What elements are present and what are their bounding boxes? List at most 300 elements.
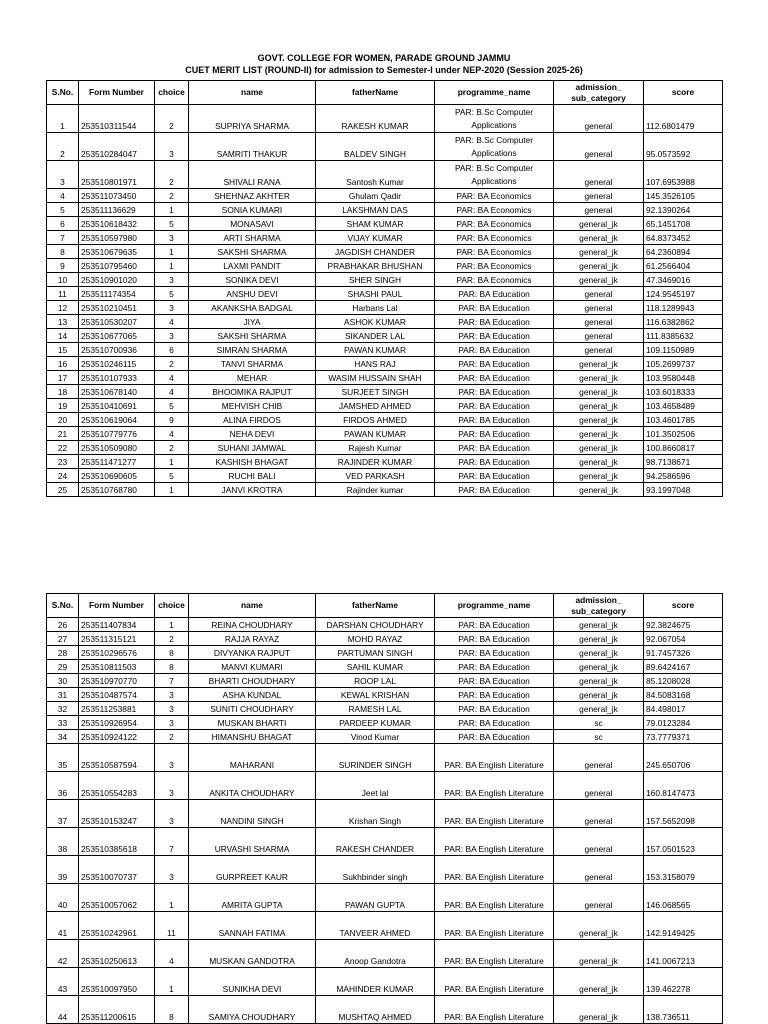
cell-form-number: 253510700936 — [79, 343, 155, 357]
cell-programme-name: PAR: BA English Literature — [435, 856, 554, 884]
cell-programme-name: PAR: BA English Literature — [435, 996, 554, 1024]
cell-father-name: Anoop Gandotra — [316, 940, 435, 968]
cell-sno: 17 — [47, 371, 79, 385]
cell-sub-category: general_jk — [554, 688, 644, 702]
cell-choice: 2 — [155, 189, 189, 203]
cell-score: 79.0123284 — [644, 716, 723, 730]
cell-sub-category: general_jk — [554, 618, 644, 632]
cell-score: 61.2566404 — [644, 259, 723, 273]
cell-form-number: 253511407834 — [79, 618, 155, 632]
cell-father-name: WASIM HUSSAIN SHAH — [316, 371, 435, 385]
cell-sno: 29 — [47, 660, 79, 674]
cell-sub-category: general — [554, 161, 644, 189]
cell-sno: 13 — [47, 315, 79, 329]
cell-sno: 9 — [47, 259, 79, 273]
cell-score: 103.6018333 — [644, 385, 723, 399]
cell-programme-name: PAR: BA Education — [435, 702, 554, 716]
cell-score: 65.1451708 — [644, 217, 723, 231]
cell-name: RAJJA RAYAZ — [189, 632, 316, 646]
cell-programme-name: PAR: BA English Literature — [435, 968, 554, 996]
cell-choice: 3 — [155, 772, 189, 800]
cell-name: KASHISH BHAGAT — [189, 455, 316, 469]
cell-father-name: PRABHAKAR BHUSHAN — [316, 259, 435, 273]
cell-sub-category: general_jk — [554, 273, 644, 287]
cell-score: 141.0067213 — [644, 940, 723, 968]
cell-form-number: 253510070737 — [79, 856, 155, 884]
cell-score: 145.3526105 — [644, 189, 723, 203]
cell-programme-name: PAR: BA English Literature — [435, 744, 554, 772]
cell-form-number: 253510385618 — [79, 828, 155, 856]
header-sno: S.No. — [47, 594, 79, 618]
cell-score: 100.8660817 — [644, 441, 723, 455]
cell-form-number: 253511073450 — [79, 189, 155, 203]
cell-form-number: 253510970770 — [79, 674, 155, 688]
cell-name: MANVI KUMARI — [189, 660, 316, 674]
header-father-name: fatherName — [316, 594, 435, 618]
cell-programme-name: PAR: BA Education — [435, 385, 554, 399]
cell-programme-name: PAR: BA English Literature — [435, 828, 554, 856]
cell-form-number: 253510677065 — [79, 329, 155, 343]
table-row — [47, 259, 723, 273]
cell-name: ANKITA CHOUDHARY — [189, 772, 316, 800]
cell-score: 92.1390264 — [644, 203, 723, 217]
cell-choice: 2 — [155, 357, 189, 371]
cell-name: LAXMI PANDIT — [189, 259, 316, 273]
cell-form-number: 253510242961 — [79, 912, 155, 940]
cell-father-name: SHASHI PAUL — [316, 287, 435, 301]
cell-sno: 6 — [47, 217, 79, 231]
cell-programme-name: PAR: BA Education — [435, 343, 554, 357]
cell-father-name: RAJINDER KUMAR — [316, 455, 435, 469]
cell-form-number: 253510554283 — [79, 772, 155, 800]
cell-programme-name: PAR: BA Education — [435, 660, 554, 674]
cell-form-number: 253510153247 — [79, 800, 155, 828]
table-row — [47, 828, 723, 856]
cell-sno: 1 — [47, 105, 79, 133]
table-row — [47, 469, 723, 483]
table-row — [47, 385, 723, 399]
cell-choice: 7 — [155, 828, 189, 856]
table-row — [47, 455, 723, 469]
cell-name: SAKSHI SHARMA — [189, 329, 316, 343]
cell-programme-name: PAR: BA Economics — [435, 189, 554, 203]
cell-name: GURPREET KAUR — [189, 856, 316, 884]
header-programme-name: programme_name — [435, 594, 554, 618]
cell-form-number: 253510284047 — [79, 133, 155, 161]
table-row — [47, 996, 723, 1024]
cell-name: SUNIKHA DEVI — [189, 968, 316, 996]
cell-programme-name: PAR: BA English Literature — [435, 940, 554, 968]
cell-sub-category: general — [554, 772, 644, 800]
cell-programme-name: PAR: BA Education — [435, 646, 554, 660]
table-row — [47, 702, 723, 716]
cell-sno: 10 — [47, 273, 79, 287]
cell-sno: 41 — [47, 912, 79, 940]
cell-programme-name: PAR: BA Economics — [435, 217, 554, 231]
cell-score: 91.7457326 — [644, 646, 723, 660]
cell-sno: 32 — [47, 702, 79, 716]
cell-sno: 33 — [47, 716, 79, 730]
cell-choice: 3 — [155, 702, 189, 716]
cell-sub-category: general_jk — [554, 912, 644, 940]
cell-sub-category: general — [554, 856, 644, 884]
cell-father-name: PAWAN KUMAR — [316, 427, 435, 441]
cell-sub-category: general_jk — [554, 660, 644, 674]
cell-form-number: 253511471277 — [79, 455, 155, 469]
cell-form-number: 253511315121 — [79, 632, 155, 646]
cell-choice: 1 — [155, 483, 189, 497]
cell-programme-name: PAR: BA Economics — [435, 245, 554, 259]
cell-form-number: 253510779776 — [79, 427, 155, 441]
table-row — [47, 287, 723, 301]
cell-form-number: 253511253881 — [79, 702, 155, 716]
cell-sub-category: general — [554, 287, 644, 301]
cell-sno: 18 — [47, 385, 79, 399]
table-row — [47, 660, 723, 674]
cell-father-name: VED PARKASH — [316, 469, 435, 483]
cell-sno: 21 — [47, 427, 79, 441]
cell-name: HIMANSHU BHAGAT — [189, 730, 316, 744]
table-row — [47, 884, 723, 912]
table-row — [47, 203, 723, 217]
cell-name: TANVI SHARMA — [189, 357, 316, 371]
cell-sub-category: general_jk — [554, 483, 644, 497]
cell-sub-category: general — [554, 329, 644, 343]
header-form-number: Form Number — [79, 594, 155, 618]
cell-sub-category: general_jk — [554, 674, 644, 688]
table-row — [47, 772, 723, 800]
cell-programme-name: PAR: BA Education — [435, 427, 554, 441]
cell-sub-category: general_jk — [554, 940, 644, 968]
table-row — [47, 940, 723, 968]
cell-name: SANNAH FATIMA — [189, 912, 316, 940]
cell-score: 103.9580448 — [644, 371, 723, 385]
cell-name: MUSKAN BHARTI — [189, 716, 316, 730]
table-row — [47, 856, 723, 884]
table-row — [47, 217, 723, 231]
table-row — [47, 632, 723, 646]
cell-sub-category: general — [554, 744, 644, 772]
cell-sno: 39 — [47, 856, 79, 884]
cell-name: JANVI KROTRA — [189, 483, 316, 497]
cell-score: 93.1997048 — [644, 483, 723, 497]
cell-father-name: Jeet lal — [316, 772, 435, 800]
table-row — [47, 189, 723, 203]
cell-choice: 8 — [155, 660, 189, 674]
cell-programme-name: PAR: BA Education — [435, 483, 554, 497]
cell-form-number: 253510097950 — [79, 968, 155, 996]
table-row — [47, 688, 723, 702]
cell-form-number: 253510678140 — [79, 385, 155, 399]
cell-father-name: LAKSHMAN DAS — [316, 203, 435, 217]
cell-sno: 11 — [47, 287, 79, 301]
cell-father-name: SURJEET SINGH — [316, 385, 435, 399]
cell-sub-category: general — [554, 884, 644, 912]
cell-programme-name: PAR: BA Economics — [435, 273, 554, 287]
cell-father-name: VIJAY KUMAR — [316, 231, 435, 245]
cell-name: BHARTI CHOUDHARY — [189, 674, 316, 688]
cell-father-name: SHER SINGH — [316, 273, 435, 287]
cell-father-name: SAHIL KUMAR — [316, 660, 435, 674]
table-row — [47, 912, 723, 940]
cell-sno: 43 — [47, 968, 79, 996]
table-row — [47, 744, 723, 772]
cell-father-name: JAMSHED AHMED — [316, 399, 435, 413]
cell-score: 138.736511 — [644, 996, 723, 1024]
cell-choice: 1 — [155, 968, 189, 996]
cell-name: DIVYANKA RAJPUT — [189, 646, 316, 660]
cell-father-name: Rajinder kumar — [316, 483, 435, 497]
cell-name: JIYA — [189, 315, 316, 329]
table-row — [47, 716, 723, 730]
cell-father-name: SIKANDER LAL — [316, 329, 435, 343]
cell-score: 103.4658489 — [644, 399, 723, 413]
table-row — [47, 161, 723, 189]
cell-score: 92.3824675 — [644, 618, 723, 632]
cell-form-number: 253510924122 — [79, 730, 155, 744]
cell-name: MONASAVI — [189, 217, 316, 231]
table-row — [47, 800, 723, 828]
cell-choice: 5 — [155, 217, 189, 231]
cell-score: 124.9545197 — [644, 287, 723, 301]
cell-score: 94.2586596 — [644, 469, 723, 483]
cell-father-name: Rajesh Kumar — [316, 441, 435, 455]
table-row — [47, 427, 723, 441]
cell-name: ARTI SHARMA — [189, 231, 316, 245]
cell-name: MEHVISH CHIB — [189, 399, 316, 413]
header-score: score — [644, 81, 723, 105]
cell-sno: 14 — [47, 329, 79, 343]
cell-choice: 9 — [155, 413, 189, 427]
cell-form-number: 253510530207 — [79, 315, 155, 329]
cell-choice: 5 — [155, 469, 189, 483]
cell-form-number: 253511200615 — [79, 996, 155, 1024]
cell-sub-category: general_jk — [554, 427, 644, 441]
cell-form-number: 253510690605 — [79, 469, 155, 483]
cell-choice: 1 — [155, 259, 189, 273]
cell-sno: 34 — [47, 730, 79, 744]
cell-name: ANSHU DEVI — [189, 287, 316, 301]
cell-sub-category: sc — [554, 716, 644, 730]
cell-father-name: ROOP LAL — [316, 674, 435, 688]
cell-form-number: 253510618432 — [79, 217, 155, 231]
table-row — [47, 329, 723, 343]
cell-sub-category: general_jk — [554, 455, 644, 469]
header-choice: choice — [155, 81, 189, 105]
cell-choice: 2 — [155, 161, 189, 189]
table-row — [47, 618, 723, 632]
cell-father-name: PARDEEP KUMAR — [316, 716, 435, 730]
cell-score: 92.067054 — [644, 632, 723, 646]
cell-sno: 22 — [47, 441, 79, 455]
cell-sno: 5 — [47, 203, 79, 217]
cell-score: 139.462278 — [644, 968, 723, 996]
cell-programme-name: PAR: BA Education — [435, 287, 554, 301]
cell-sub-category: general_jk — [554, 371, 644, 385]
cell-sno: 36 — [47, 772, 79, 800]
cell-sno: 24 — [47, 469, 79, 483]
cell-name: AKANKSHA BADGAL — [189, 301, 316, 315]
cell-form-number: 253510619064 — [79, 413, 155, 427]
cell-score: 153.3158079 — [644, 856, 723, 884]
cell-father-name: Sukhbinder singh — [316, 856, 435, 884]
cell-sub-category: general — [554, 315, 644, 329]
cell-sno: 23 — [47, 455, 79, 469]
cell-father-name: MUSHTAQ AHMED — [316, 996, 435, 1024]
cell-name: URVASHI SHARMA — [189, 828, 316, 856]
cell-form-number: 253510587594 — [79, 744, 155, 772]
cell-form-number: 253511174354 — [79, 287, 155, 301]
cell-father-name: RAKESH CHANDER — [316, 828, 435, 856]
cell-name: SHIVALI RANA — [189, 161, 316, 189]
cell-father-name: HANS RAJ — [316, 357, 435, 371]
cell-choice: 1 — [155, 455, 189, 469]
cell-score: 245.650706 — [644, 744, 723, 772]
table-row — [47, 105, 723, 133]
table-row — [47, 371, 723, 385]
table-row — [47, 441, 723, 455]
cell-form-number: 253510811503 — [79, 660, 155, 674]
cell-form-number: 253510057062 — [79, 884, 155, 912]
cell-choice: 4 — [155, 371, 189, 385]
cell-choice: 5 — [155, 399, 189, 413]
cell-choice: 1 — [155, 884, 189, 912]
cell-choice: 3 — [155, 273, 189, 287]
cell-score: 142.9149425 — [644, 912, 723, 940]
cell-choice: 3 — [155, 744, 189, 772]
table-row — [47, 133, 723, 161]
cell-form-number: 253510487574 — [79, 688, 155, 702]
cell-form-number: 253510795460 — [79, 259, 155, 273]
cell-father-name: TANVEER AHMED — [316, 912, 435, 940]
cell-sub-category: general_jk — [554, 259, 644, 273]
cell-father-name: PAWAN GUPTA — [316, 884, 435, 912]
cell-score: 109.1150989 — [644, 343, 723, 357]
table-row — [47, 646, 723, 660]
cell-choice: 4 — [155, 385, 189, 399]
cell-sub-category: general — [554, 343, 644, 357]
cell-form-number: 253510679635 — [79, 245, 155, 259]
cell-name: SUNITI CHOUDHARY — [189, 702, 316, 716]
cell-score: 84.5083168 — [644, 688, 723, 702]
table-row — [47, 730, 723, 744]
cell-sub-category: general_jk — [554, 632, 644, 646]
cell-choice: 4 — [155, 315, 189, 329]
cell-sub-category: general_jk — [554, 968, 644, 996]
cell-choice: 3 — [155, 329, 189, 343]
cell-programme-name: PAR: BA Education — [435, 688, 554, 702]
cell-sno: 25 — [47, 483, 79, 497]
cell-name: MAHARANI — [189, 744, 316, 772]
cell-sno: 35 — [47, 744, 79, 772]
cell-sno: 2 — [47, 133, 79, 161]
table-row — [47, 245, 723, 259]
cell-form-number: 253510768780 — [79, 483, 155, 497]
cell-sno: 30 — [47, 674, 79, 688]
cell-form-number: 253510926954 — [79, 716, 155, 730]
cell-programme-name: PAR: BA Education — [435, 329, 554, 343]
cell-score: 98.7138671 — [644, 455, 723, 469]
cell-form-number: 253510509080 — [79, 441, 155, 455]
cell-name: REINA CHOUDHARY — [189, 618, 316, 632]
cell-name: SAMIYA CHOUDHARY — [189, 996, 316, 1024]
table-row — [47, 968, 723, 996]
header-form-number: Form Number — [79, 81, 155, 105]
cell-form-number: 253510410691 — [79, 399, 155, 413]
cell-father-name: RAMESH LAL — [316, 702, 435, 716]
header-sub-category: admission_ sub_category — [554, 594, 644, 618]
cell-name: SUPRIYA SHARMA — [189, 105, 316, 133]
cell-name: SAMRITI THAKUR — [189, 133, 316, 161]
cell-father-name: MAHINDER KUMAR — [316, 968, 435, 996]
cell-sub-category: general_jk — [554, 702, 644, 716]
cell-name: ALINA FIRDOS — [189, 413, 316, 427]
cell-sno: 19 — [47, 399, 79, 413]
cell-sno: 8 — [47, 245, 79, 259]
cell-father-name: Santosh Kumar — [316, 161, 435, 189]
cell-sub-category: general_jk — [554, 217, 644, 231]
cell-sub-category: general — [554, 203, 644, 217]
cell-name: SAKSHI SHARMA — [189, 245, 316, 259]
cell-programme-name: PAR: BA Education — [435, 455, 554, 469]
merit-table-1 — [46, 80, 723, 497]
cell-choice: 11 — [155, 912, 189, 940]
cell-score: 112.6801479 — [644, 105, 723, 133]
cell-name: AMRITA GUPTA — [189, 884, 316, 912]
cell-programme-name: PAR: BA Education — [435, 301, 554, 315]
table-row — [47, 301, 723, 315]
cell-choice: 5 — [155, 287, 189, 301]
cell-sub-category: general_jk — [554, 996, 644, 1024]
cell-choice: 4 — [155, 940, 189, 968]
cell-sub-category: general_jk — [554, 469, 644, 483]
cell-form-number: 253510311544 — [79, 105, 155, 133]
cell-form-number: 253510901020 — [79, 273, 155, 287]
cell-choice: 3 — [155, 716, 189, 730]
cell-sno: 12 — [47, 301, 79, 315]
cell-programme-name: PAR: BA Education — [435, 618, 554, 632]
cell-form-number: 253511136629 — [79, 203, 155, 217]
cell-score: 47.3469016 — [644, 273, 723, 287]
table-row — [47, 674, 723, 688]
cell-father-name: MOHD RAYAZ — [316, 632, 435, 646]
cell-sub-category: sc — [554, 730, 644, 744]
cell-programme-name: PAR: BA Education — [435, 357, 554, 371]
cell-name: SONIKA DEVI — [189, 273, 316, 287]
cell-programme-name: PAR: B.Sc Computer Applications — [435, 133, 554, 161]
cell-sno: 38 — [47, 828, 79, 856]
cell-father-name: RAKESH KUMAR — [316, 105, 435, 133]
cell-score: 111.8385632 — [644, 329, 723, 343]
cell-choice: 3 — [155, 800, 189, 828]
cell-father-name: KEWAL KRISHAN — [316, 688, 435, 702]
cell-score: 146.068565 — [644, 884, 723, 912]
cell-programme-name: PAR: B.Sc Computer Applications — [435, 161, 554, 189]
cell-choice: 2 — [155, 730, 189, 744]
cell-programme-name: PAR: BA Education — [435, 371, 554, 385]
cell-sub-category: general — [554, 133, 644, 161]
table-row — [47, 483, 723, 497]
cell-programme-name: PAR: BA Education — [435, 674, 554, 688]
cell-sno: 42 — [47, 940, 79, 968]
cell-score: 157.0501523 — [644, 828, 723, 856]
cell-father-name: Vinod Kumar — [316, 730, 435, 744]
cell-father-name: PARTUMAN SINGH — [316, 646, 435, 660]
cell-score: 116.6382862 — [644, 315, 723, 329]
cell-name: RUCHI BALI — [189, 469, 316, 483]
cell-choice: 4 — [155, 427, 189, 441]
cell-choice: 2 — [155, 105, 189, 133]
